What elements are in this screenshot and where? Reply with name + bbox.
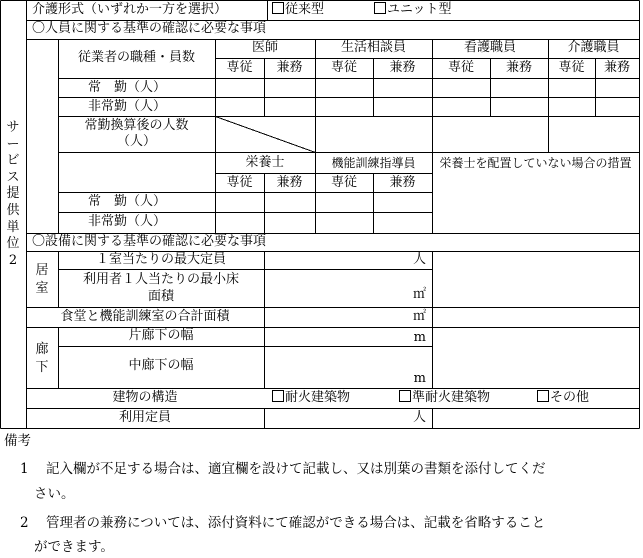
sub-header-full: 専従 bbox=[447, 60, 474, 75]
sub-header-full: 専従 bbox=[226, 60, 253, 75]
care-type-option-unit[interactable]: ユニット型 bbox=[374, 2, 451, 18]
remark-1-text-cont: さい。 bbox=[34, 486, 75, 502]
row-fte: 常勤換算後の人数 （人） bbox=[84, 118, 189, 149]
group-nutritionist: 栄養士 bbox=[245, 155, 285, 170]
row-fulltime: 常 勤（人） bbox=[88, 80, 167, 95]
service-unit-label: サ ー ビ ス 提 供 単 位 2 bbox=[6, 120, 20, 268]
sub-header-part: 兼務 bbox=[276, 60, 303, 75]
group-nurse: 看護職員 bbox=[463, 40, 516, 55]
structure-option-other[interactable]: その他 bbox=[537, 390, 589, 406]
room-max-capacity-label: １室当たりの最大定員 bbox=[95, 252, 226, 267]
group-trainer: 機能訓練指導員 bbox=[331, 156, 416, 170]
corridor-label: 廊 下 bbox=[35, 342, 49, 375]
building-structure-label: 建物の構造 bbox=[112, 390, 178, 405]
checkbox-icon[interactable] bbox=[537, 390, 549, 402]
remark-2-text-cont: ができます。 bbox=[34, 539, 114, 555]
remarks-heading: 備考 bbox=[4, 433, 31, 449]
capacity-label: 利用定員 bbox=[118, 410, 171, 425]
middle-corridor-unit: m bbox=[413, 371, 426, 386]
group-counselor: 生活相談員 bbox=[340, 40, 406, 55]
checkbox-icon[interactable] bbox=[272, 390, 284, 402]
sub-header-part: 兼務 bbox=[505, 60, 532, 75]
structure-option-semi-fireproof[interactable]: 準耐火建築物 bbox=[399, 390, 490, 406]
sub-header-part: 兼務 bbox=[389, 175, 416, 190]
remark-1-number: 1 bbox=[20, 461, 29, 477]
staff-section-title: 〇人員に関する基準の確認に必要な事項 bbox=[32, 21, 267, 36]
staff-corner-label: 従業者の職種・員数 bbox=[77, 50, 195, 65]
sub-header-full: 専従 bbox=[330, 60, 357, 75]
row-fulltime: 常 勤（人） bbox=[88, 194, 167, 209]
row-parttime: 非常勤（人） bbox=[88, 99, 167, 114]
sub-header-full: 専従 bbox=[558, 60, 585, 75]
sub-header-full: 専従 bbox=[226, 175, 253, 190]
checkbox-icon[interactable] bbox=[374, 2, 386, 14]
group-caregiver: 介護職員 bbox=[567, 40, 620, 55]
group-doctor: 医師 bbox=[251, 40, 278, 55]
remark-2-text: 管理者の兼務については、添付資料にて確認ができる場合は、記載を省略すること bbox=[46, 515, 546, 531]
no-nutritionist-measure: 栄養士を配置していない場合の措置 bbox=[439, 156, 632, 170]
sub-header-part: 兼務 bbox=[603, 60, 630, 75]
checkbox-icon[interactable] bbox=[399, 390, 411, 402]
room-min-area-label: 利用者１人当たりの最小床 面積 bbox=[82, 272, 239, 304]
single-corridor-unit: m bbox=[413, 330, 426, 345]
sub-header-part: 兼務 bbox=[276, 175, 303, 190]
dining-area-label: 食堂と機能訓練室の合計面積 bbox=[60, 309, 230, 324]
room-label: 居 室 bbox=[35, 263, 49, 296]
row-parttime: 非常勤（人） bbox=[88, 214, 167, 229]
sub-header-full: 専従 bbox=[330, 175, 357, 190]
dining-area-unit: ㎡ bbox=[412, 309, 426, 324]
room-area-unit: ㎡ bbox=[412, 287, 426, 302]
checkbox-icon[interactable] bbox=[272, 2, 284, 14]
care-type-label: 介護形式（いずれか一方を選択） bbox=[32, 2, 228, 17]
capacity-unit: 人 bbox=[412, 410, 426, 425]
remark-2-number: 2 bbox=[20, 515, 29, 531]
structure-option-fireproof[interactable]: 耐火建築物 bbox=[272, 390, 350, 406]
remark-1-text: 記入欄が不足する場合は、適宜欄を設けて記載し、又は別葉の書類を添付してくだ bbox=[46, 461, 546, 477]
sub-header-part: 兼務 bbox=[389, 60, 416, 75]
facility-section-title: 〇設備に関する基準の確認に必要な事項 bbox=[32, 234, 267, 249]
single-corridor-width-label: 片廊下の幅 bbox=[128, 328, 194, 343]
middle-corridor-width-label: 中廊下の幅 bbox=[128, 358, 194, 373]
care-type-option-traditional[interactable]: 従来型 bbox=[272, 2, 324, 18]
room-max-unit: 人 bbox=[412, 252, 426, 267]
